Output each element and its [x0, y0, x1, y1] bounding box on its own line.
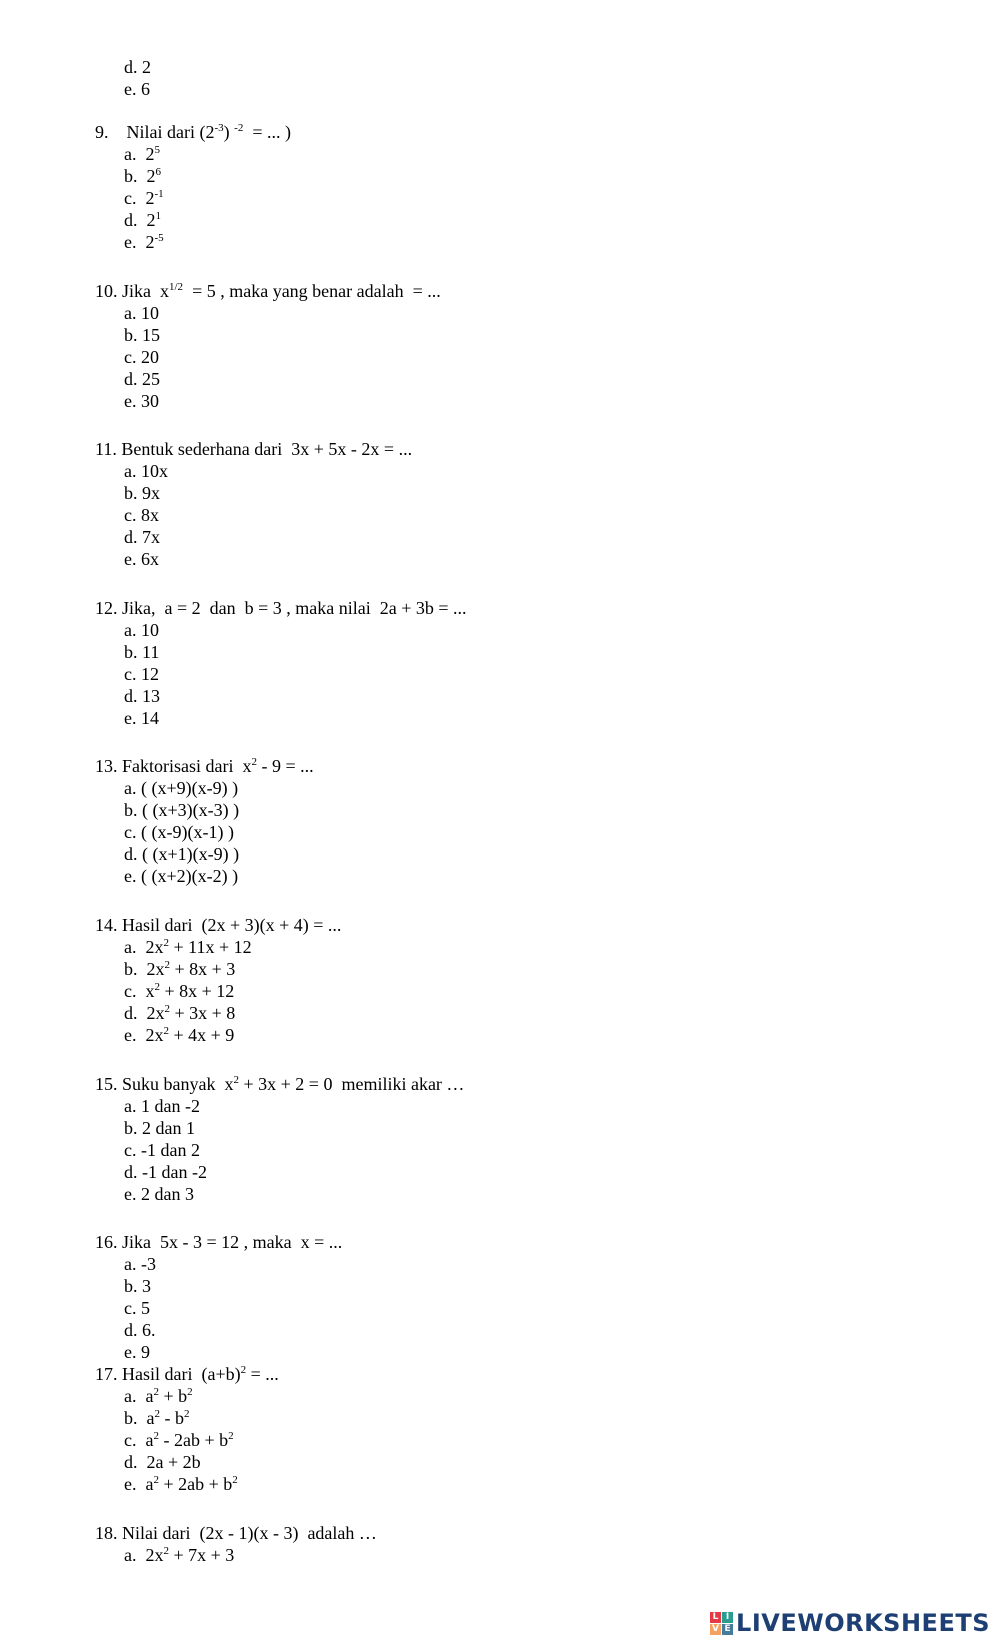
q13-option-c: c. ( (x-9)(x-1) )	[124, 822, 234, 842]
q13-option-e: e. ( (x+2)(x-2) )	[124, 866, 239, 886]
q11-option-b: b. 9x	[124, 483, 160, 503]
q9-option-d: d. $2^1$	[124, 210, 161, 230]
q13-option-a: a. ( (x+9)(x-9) )	[124, 778, 239, 798]
question-14: 14. Hasil dari (2x + 3)(x + 4) = ...	[95, 915, 342, 935]
q10-option-a: a. 10	[124, 303, 159, 323]
logo-text: LIVEWORKSHEETS	[736, 1609, 990, 1637]
q17-option-e: e. $a^2 + 2ab + b^2$	[124, 1474, 238, 1494]
q14-option-b: b. $2x^2 + 8x + 3$	[124, 959, 236, 979]
q11-option-c: c. 8x	[124, 505, 159, 525]
q14-option-e: e. $2x^2 + 4x + 9$	[124, 1025, 235, 1045]
question-16: 16. Jika 5x - 3 = 12 , maka x = ...	[95, 1232, 343, 1252]
q12-option-b: b. 11	[124, 642, 160, 662]
q16-option-b: b. 3	[124, 1276, 151, 1296]
q9-option-b: b. $2^6$	[124, 166, 161, 186]
q13-option-d: d. ( (x+1)(x-9) )	[124, 844, 240, 864]
q9-option-e: e. $2^{-5}$	[124, 232, 164, 252]
q15-option-e: e. 2 dan 3	[124, 1184, 194, 1204]
q10-option-b: b. 15	[124, 325, 160, 345]
q11-option-a: a. 10x	[124, 461, 168, 481]
q12-option-c: c. 12	[124, 664, 159, 684]
logo-mark-icon	[710, 1612, 733, 1635]
q9-option-c: c. $2^{-1}$	[124, 188, 164, 208]
logo-mark-i: I	[722, 1612, 733, 1623]
question-12: 12. Jika, a = 2 dan b = 3 , maka nilai 2a + 3b = ...	[95, 598, 467, 618]
q16-option-e: e. 9	[124, 1342, 150, 1362]
q11-option-e: e. 6x	[124, 549, 159, 569]
q16-option-a: a. -3	[124, 1254, 156, 1274]
q12-option-e: e. 14	[124, 708, 159, 728]
option-e-prev: e. 6	[124, 79, 150, 99]
option-d-prev: d. 2	[124, 57, 151, 77]
q15-option-b: b. 2 dan 1	[124, 1118, 195, 1138]
q17-option-b: b. $a^2 - b^2$	[124, 1408, 190, 1428]
logo-mark-l: L	[710, 1612, 721, 1623]
q12-option-a: a. 10	[124, 620, 159, 640]
q16-option-d: d. 6.	[124, 1320, 156, 1340]
question-10: 10. Jika $x^{1/2} = 5$ , maka yang benar adalah = ...	[95, 281, 441, 301]
q15-option-d: d. -1 dan -2	[124, 1162, 207, 1182]
question-15: 15. Suku banyak $x^2 + 3x + 2 = 0$ memiliki akar …	[95, 1074, 465, 1094]
question-9: 9. Nilai dari $(2^{-3}) ^{-2}$ = ... )	[95, 122, 291, 142]
logo-mark-v: V	[710, 1624, 721, 1635]
q14-option-c: c. $x^2 + 8x + 12$	[124, 981, 235, 1001]
q10-option-c: c. 20	[124, 347, 159, 367]
q11-option-d: d. 7x	[124, 527, 160, 547]
question-11: 11. Bentuk sederhana dari 3x + 5x - 2x = ...	[95, 439, 413, 459]
liveworksheets-logo	[710, 1609, 990, 1637]
q13-option-b: b. ( (x+3)(x-3) )	[124, 800, 240, 820]
q9-option-a: a. $2^5$	[124, 144, 160, 164]
q15-option-a: a. 1 dan -2	[124, 1096, 200, 1116]
q16-option-c: c. 5	[124, 1298, 150, 1318]
q14-option-d: d. $2x^2 + 3x + 8$	[124, 1003, 236, 1023]
question-17: 17. Hasil dari $(a+b)^2$ = ...	[95, 1364, 279, 1384]
q15-option-c: c. -1 dan 2	[124, 1140, 200, 1160]
q17-option-c: c. $a^2 - 2ab + b^2$	[124, 1430, 234, 1450]
q18-option-a: a. $2x^2 + 7x + 3$	[124, 1545, 235, 1565]
q10-option-d: d. 25	[124, 369, 160, 389]
q17-option-a: a. $a^2 + b^2$	[124, 1386, 193, 1406]
q17-option-d: d. 2a + 2b	[124, 1452, 201, 1472]
q14-option-a: a. $2x^2 + 11x + 12$	[124, 937, 252, 957]
logo-mark-e: E	[722, 1624, 733, 1635]
question-13: 13. Faktorisasi dari $x^2 - 9$ = ...	[95, 756, 314, 776]
q12-option-d: d. 13	[124, 686, 160, 706]
question-18: 18. Nilai dari (2x - 1)(x - 3) adalah …	[95, 1523, 377, 1543]
q10-option-e: e. 30	[124, 391, 159, 411]
